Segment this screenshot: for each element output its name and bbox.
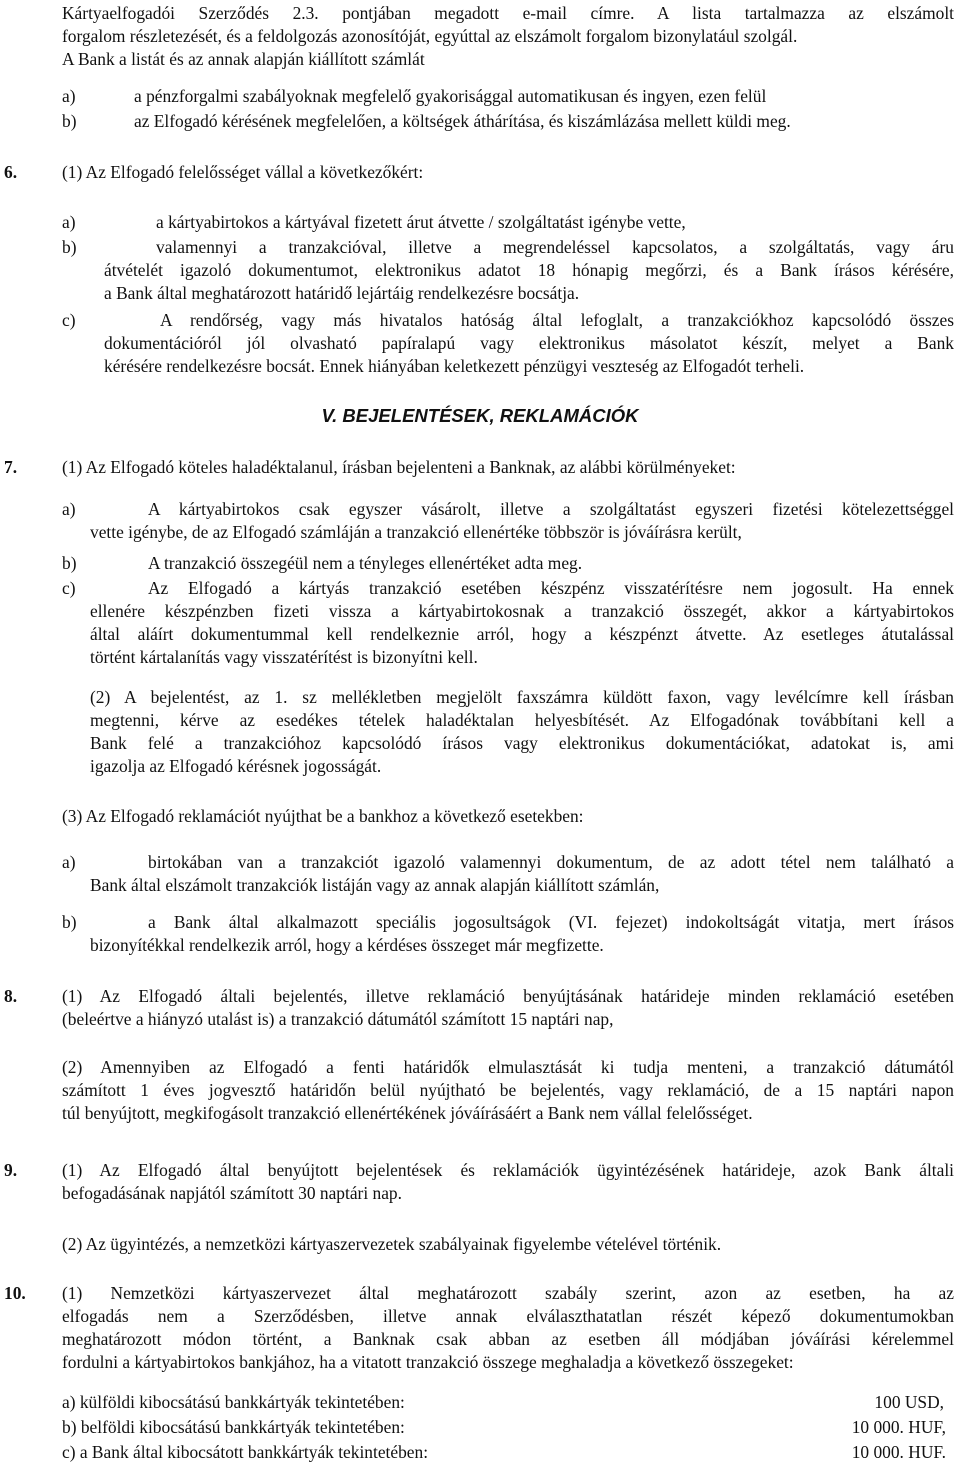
list-item-text: A kártyabirtokos csak egyszer vásárolt, illetve a szolgáltatást egyszeri fizetési kötelezettséggel [148,499,954,519]
list-item-text: ellenére készpénzben fizeti vissza a kártyabirtokosnak a tranzakció összegét, akkor a kártyabirtokos [90,601,954,621]
list-item-text: a kártyabirtokos a kártyával fizetett árut átvette / szolgáltatást igénybe vette, [156,212,686,232]
list-item-text: vette igénybe, de az Elfogadó számláján a tranzakció ellenértéke többször is jóváírásra került, [90,522,742,542]
paragraph-line: fordulni a kártyabirtokos bankjához, ha a vitatott tranzakció összege meghaladja a következő összegeket: [62,1352,794,1372]
list-label: a) [62,212,76,232]
paragraph-line: megtenni, kérve az esedékes tételek haladéktalan helyesbítését. Az Elfogadónak továbbítani kell a [90,710,954,730]
paragraph-line: számított 1 éves jogvesztő határidőn belül nyújtható be bejelentés, vagy reklamáció, de a 15 naptári napon [62,1080,954,1100]
paragraph-line: Bank felé a tranzakcióhoz kapcsolódó írásos vagy elektronikus dokumentációkat, adatokat is, ami [90,733,954,753]
amount-label: c) a Bank által kibocsátott bankkártyák tekintetében: [62,1442,429,1462]
paragraph-line: (1) Nemzetközi kártyaszervezet által meghatározott szabály szerint, azon az esetben, ha az [62,1283,954,1303]
intro-line: A Bank a listát és az annak alapján kiállított számlát [62,49,425,69]
paragraph-line: (2) A bejelentést, az 1. sz mellékletben megjelölt faxszámra küldött faxon, vagy levélcímre kell írásban [90,687,954,707]
list-item-text: valamennyi a tranzakcióval, illetve a megrendeléssel kapcsolatos, a szolgáltatás, vagy áru [156,237,954,257]
list-label: a) [62,86,76,106]
list-item-text: Bank által elszámolt tranzakciók listáján vagy az annak alapján kiállított számlán, [90,875,660,895]
list-label: a) [62,852,76,872]
list-label: b) [62,912,77,932]
paragraph-line: igazolja az Elfogadó kérésnek jogosságát. [90,756,382,776]
list-item-text: dokumentációról jól olvasható papíralapú vagy elektronikus másolatot készít, melyet a Bank [104,333,954,353]
paragraph-line: elfogadás nem a Szerződésben, illetve annak elválaszthatatlan részét képező dokumentumokban [62,1306,954,1326]
list-item-text: birtokában van a tranzakciót igazoló valamennyi dokumentum, de az adott tétel nem található a [148,852,954,872]
list-label: b) [62,553,77,573]
list-item-text: átvételét igazoló dokumentumot, elektronikus adatot 18 hónapig megőrzi, és a Bank írásos kérésére, [104,260,954,280]
amount-label: a) külföldi kibocsátású bankkártyák tekintetében: [62,1392,405,1412]
list-item-text: A tranzakció összegéül nem a tényleges ellenértéket adta meg. [148,553,583,573]
list-item-text: A rendőrség, vagy más hivatalos hatóság által lefoglalt, a tranzakciókhoz kapcsolódó összes [160,310,954,330]
list-item-text: történt kártalanítás vagy visszatérítést is bizonyítni kell. [90,647,478,667]
list-label: b) [62,111,77,131]
list-label: b) [62,237,77,257]
paragraph-line: meghatározott módon történt, a Banknak csak abban az esetben áll módjában jóváírási kérelemmel [62,1329,954,1349]
section-number: 7. [4,457,18,477]
list-item-text: a Bank által meghatározott határidő lejártáig rendelkezésre bocsátja. [104,283,580,303]
paragraph-line: (2) Az ügyintézés, a nemzetközi kártyaszervezetek szabályainak figyelembe vételével történik. [62,1234,722,1254]
list-label: a) [62,499,76,519]
list-item-text: által aláírt dokumentummal kell rendelkeznie arról, hogy a készpénzt átvette. Az esetleges átutalással [90,624,954,644]
amount-label: b) belföldi kibocsátású bankkártyák tekintetében: [62,1417,405,1437]
amount-value: 10 000. HUF, [851,1417,946,1437]
amount-value: 100 USD, [874,1392,944,1412]
paragraph-line: (1) Az Elfogadó által benyújtott bejelentések és reklamációk ügyintézésének határideje, azok Bank általi [62,1160,954,1180]
list-label: c) [62,578,76,598]
section-heading: V. BEJELENTÉSEK, REKLAMÁCIÓK [321,405,639,426]
list-label: c) [62,310,76,330]
section-number: 9. [4,1160,18,1180]
paragraph-line: (3) Az Elfogadó reklamációt nyújthat be a bankhoz a következő esetekben: [62,806,584,826]
section-number: 6. [4,162,18,182]
list-item-text: az Elfogadó kérésének megfelelően, a költségek áthárítása, és kiszámlázása mellett küldi meg. [134,111,791,131]
paragraph-line: (beleértve a hiányzó utalást is) a tranzakció dátumától számított 15 naptári nap, [62,1009,614,1029]
intro-line: forgalom részletezését, és a feldolgozás azonosítóját, egyúttal az elszámolt forgalom bizonylatául szolgál. [62,26,798,46]
list-item-text: Az Elfogadó a kártyás tranzakció esetében készpénz visszatérítésre nem jogosult. Ha ennek [148,578,954,598]
list-item-text: kérésére rendelkezésre bocsát. Ennek hiányában keletkezett pénzügyi veszteség az Elfogadót terheli. [104,356,805,376]
section-intro: (1) Az Elfogadó felelősséget vállal a következőkért: [62,162,424,182]
section-intro: (1) Az Elfogadó köteles haladéktalanul, írásban bejelenteni a Banknak, az alábbi körülményeket: [62,457,736,477]
paragraph-line: (2) Amennyiben az Elfogadó a fenti határidők elmulasztását ki tudja menteni, a tranzakció dátumától [62,1057,954,1077]
paragraph-line: befogadásának napjától számított 30 naptári nap. [62,1183,402,1203]
list-item-text: a Bank által alkalmazott speciális jogosultságok (VI. fejezet) indokoltságát vitatja, mert írásos [148,912,954,932]
intro-line: Kártyaelfogadói Szerződés 2.3. pontjában megadott e-mail címre. A lista tartalmazza az elszámolt [62,3,954,23]
list-item-text: bizonyítékkal rendelkezik arról, hogy a kérdéses összeget már megfizette. [90,935,604,955]
amount-value: 10 000. HUF. [851,1442,946,1462]
list-item-text: a pénzforgalmi szabályoknak megfelelő gyakorisággal automatikusan és ingyen, ezen felül [134,86,767,106]
section-number: 8. [4,986,18,1006]
paragraph-line: (1) Az Elfogadó általi bejelentés, illetve reklamáció benyújtásának határideje minden reklamáció esetében [62,986,954,1006]
section-number: 10. [4,1283,26,1303]
paragraph-line: túl benyújtott, megkifogásolt tranzakció ellenértékének jóváírásáért a Bank nem vállal felelősséget. [62,1103,753,1123]
